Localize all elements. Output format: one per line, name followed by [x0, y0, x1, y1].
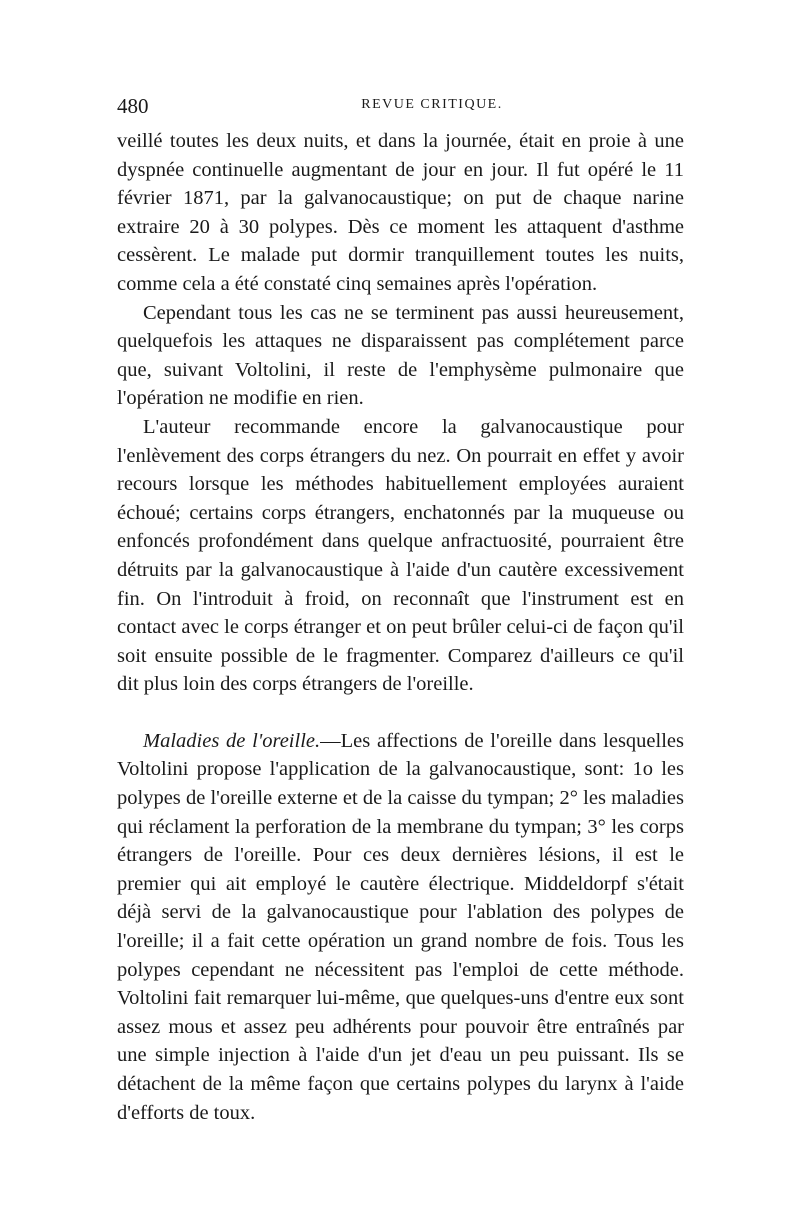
section-text: —Les affections de l'oreille dans lesquelles Voltolini propose l'application de la galvanocaustique, sont: 1o les polypes de l'oreille externe et de la caisse du tympan; 2° les maladies qui réclament la perforation de la membrane du tympan; 3° les corps étrangers de l'oreille. Pour ces deux dernières lésions, il est le premier qui ait employé le cautère électrique. Middeldorpf s'était déjà servi de la galvanocaustique pour l'ablation des polypes de l'oreille; il a fait cette opération un grand nombre de fois. Tous les polypes cependant ne nécessitent pas l'emploi de cette méthode. Voltolini fait remarquer lui-même, que quelques-uns d'entre eux sont assez mous et assez peu adhérents pour pouvoir être entraînés par une simple injection à l'aide d'un jet d'eau un peu puissant. Ils se détachent de la même façon que certains polypes du larynx à l'aide d'efforts de toux. [117, 729, 684, 1124]
section-title: Maladies de l'oreille. [143, 729, 321, 752]
page-header [117, 94, 687, 120]
paragraph: veillé toutes les deux nuits, et dans la journée, était en proie à une dyspnée continuelle augmentant de jour en jour. Il fut opéré le 11 février 1871, par la galvanocaustique; on put de chaque narine extraire 20 à 30 polypes. Dès ce moment les attaquent d'asthme cessèrent. Le malade put dormir tranquillement toutes les nuits, comme cela a été constaté cinq semaines après l'opération. [117, 130, 684, 295]
section-spacer [117, 699, 684, 727]
running-title: REVUE CRITIQUE. [361, 97, 503, 112]
page-number: 480 [117, 94, 149, 118]
paragraph: Cependant tous les cas ne se terminent pas aussi heureusement, quelquefois les attaques ne disparaissent pas complétement parce que, suivant Voltolini, il reste de l'emphysème pulmonaire que l'opération ne modifie en rien. [117, 301, 684, 410]
paragraph: L'auteur recommande encore la galvanocaustique pour l'enlèvement des corps étrangers du nez. On pourrait en effet y avoir recours lorsque les méthodes habituellement employées auraient échoué; certains corps étrangers, enchatonnés par la muqueuse ou enfoncés profondément dans quelque anfractuosité, pourraient être détruits par la galvanocaustique à l'aide d'un cautère excessivement fin. On l'introduit à froid, on reconnaît que l'instrument est en contact avec le corps étranger et on peut brûler celui-ci de façon qu'il soit ensuite possible de le fragmenter. Comparez d'ailleurs ce qu'il dit plus loin des corps étrangers de l'oreille. [117, 415, 684, 696]
section-paragraph [117, 727, 684, 1127]
body-text [117, 127, 684, 1127]
